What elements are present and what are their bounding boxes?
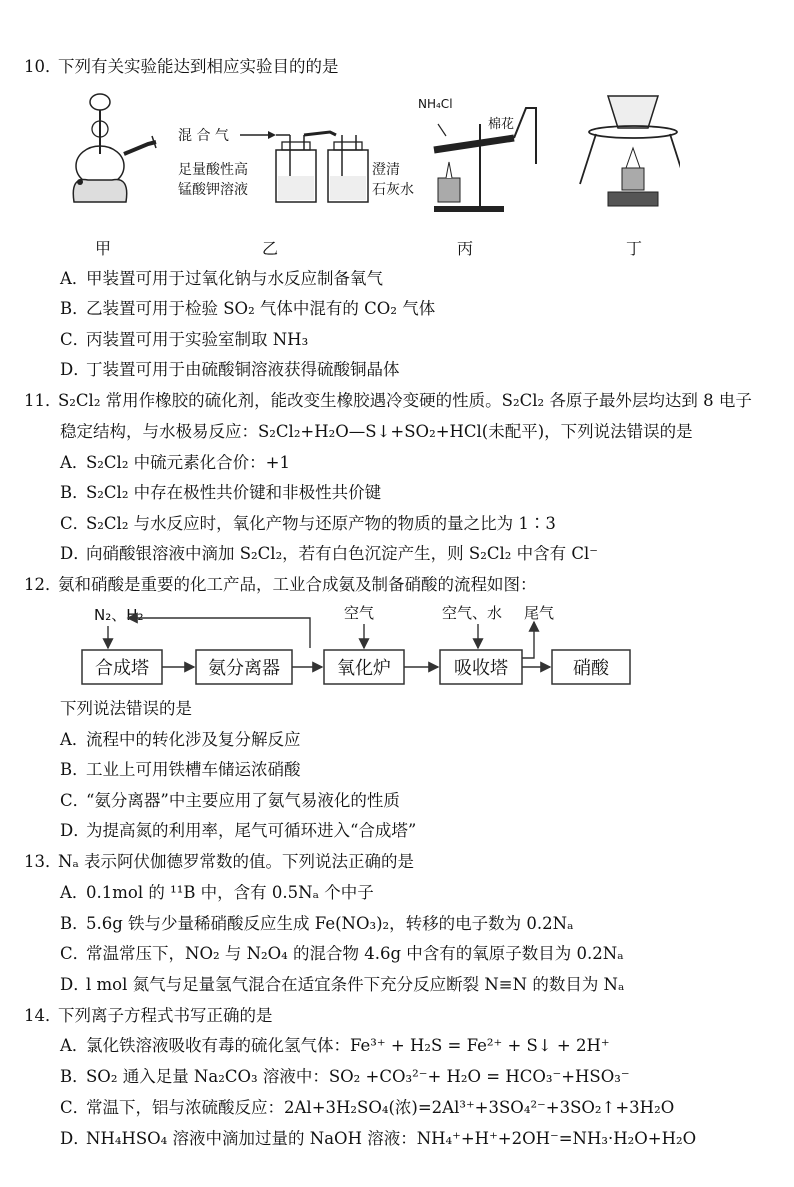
question-14 <box>24 1001 273 1031</box>
svg-text:吸收塔: 吸收塔 <box>454 658 508 679</box>
flow-box-oxidation-furnace <box>324 650 404 684</box>
wash-bottles-figure <box>178 128 414 202</box>
ammonia-apparatus-figure <box>418 97 536 212</box>
q12-option-c[interactable]: C．“氨分离器”中主要应用了氨气易液化的性质 <box>60 791 400 810</box>
q12-option-a[interactable]: A．流程中的转化涉及复分解反应 <box>60 730 301 749</box>
q14-option-b[interactable]: B．SO₂ 通入足量 Na₂CO₃ 溶液中：SO₂ +CO₃²⁻+ H₂O = HCO₃⁻+HSO₃⁻ <box>60 1067 630 1086</box>
label-bing: 丙 <box>457 239 474 258</box>
question-stem: 下列离子方程式书写正确的是 <box>58 1006 273 1025</box>
label-n2-h2: N₂、H₂ <box>94 606 144 624</box>
question-stem-line1: S₂Cl₂ 常用作橡胶的硫化剂，能改变生橡胶遇冷变硬的性质。S₂Cl₂ 各原子最外层均达到 8 电子 <box>58 391 752 410</box>
q14-option-a[interactable]: A．氯化铁溶液吸收有毒的硫化氢气体：Fe³⁺ + H₂S = Fe²⁺ + S↓ + 2H⁺ <box>60 1036 610 1055</box>
label-limewater-line1: 澄清 <box>372 162 400 178</box>
q10-apparatus-figure <box>60 84 680 234</box>
flow-box-ammonia-separator <box>196 650 292 684</box>
q11-option-d[interactable]: D．向硝酸银溶液中滴加 S₂Cl₂，若有白色沉淀产生，则 S₂Cl₂ 中含有 Cl⁻ <box>60 544 598 563</box>
q12-option-d[interactable]: D．为提高氮的利用率，尾气可循环进入“合成塔” <box>60 821 417 840</box>
q13-option-a[interactable]: A．0.1mol 的 ¹¹B 中，含有 0.5Nₐ 个中子 <box>60 883 374 902</box>
question-stem: 下列有关实验能达到相应实验目的的是 <box>58 57 339 76</box>
q14-option-c[interactable]: C．常温下，铝与浓硫酸反应：2Al+3H₂SO₄(浓)=2Al³⁺+3SO₄²⁻+3SO₂↑+3H₂O <box>60 1098 675 1117</box>
q11-option-b[interactable]: B．S₂Cl₂ 中存在极性共价键和非极性共价键 <box>60 483 382 502</box>
question-stem-line2: 稳定结构，与水极易反应：S₂Cl₂+H₂O—S↓+SO₂+HCl(未配平)，下列说法错误的是 <box>60 422 693 441</box>
q10-option-b[interactable]: B．乙装置可用于检验 SO₂ 气体中混有的 CO₂ 气体 <box>60 299 436 318</box>
label-tail-gas: 尾气 <box>524 604 555 622</box>
question-13 <box>24 847 414 877</box>
question-stem: 氨和硝酸是重要的化工产品，工业合成氨及制备硝酸的流程如图： <box>58 575 537 594</box>
label-nh4cl: NH₄Cl <box>418 97 453 111</box>
svg-text:氨分离器: 氨分离器 <box>208 658 280 679</box>
q13-option-c[interactable]: C．常温常压下，NO₂ 与 N₂O₄ 的混合物 4.6g 中含有的氧原子数目为 0.2Nₐ <box>60 944 624 963</box>
q10-option-d[interactable]: D．丁装置可用于由硫酸铜溶液获得硫酸铜晶体 <box>60 360 400 379</box>
flow-box-absorption-tower <box>440 650 522 684</box>
q10-option-a[interactable]: A．甲装置可用于过氧化钠与水反应制备氧气 <box>60 269 383 288</box>
q13-option-d[interactable]: D．l mol 氮气与足量氢气混合在适宜条件下充分反应断裂 N≡N 的数目为 Nₐ <box>60 975 625 994</box>
question-number: 12． <box>24 575 62 594</box>
q12-option-b[interactable]: B．工业上可用铁槽车储运浓硝酸 <box>60 760 301 779</box>
svg-text:硝酸: 硝酸 <box>573 658 609 679</box>
label-limewater-line2: 石灰水 <box>372 182 414 198</box>
evaporation-apparatus-figure <box>580 96 680 206</box>
label-mixed-gas: 混 合 气 <box>178 128 229 144</box>
q11-option-a[interactable]: A．S₂Cl₂ 中硫元素化合价：+1 <box>60 453 291 472</box>
question-number: 13． <box>24 852 62 871</box>
question-12 <box>24 570 537 600</box>
label-yi: 乙 <box>262 239 279 258</box>
flow-box-synthesis-tower <box>82 650 162 684</box>
label-kmno4-line1: 足量酸性高 <box>178 162 248 178</box>
question-number: 10． <box>24 57 62 76</box>
q11-option-c[interactable]: C．S₂Cl₂ 与水反应时，氧化产物与还原产物的物质的量之比为 1∶3 <box>60 514 556 533</box>
question-10 <box>24 52 339 82</box>
label-jia: 甲 <box>95 239 112 258</box>
label-ding: 丁 <box>626 239 643 258</box>
label-cotton: 棉花 <box>488 117 515 132</box>
svg-text:氧化炉: 氧化炉 <box>337 658 391 679</box>
question-11 <box>24 386 752 416</box>
question-number: 14． <box>24 1006 62 1025</box>
label-kmno4-line2: 锰酸钾溶液 <box>178 182 248 198</box>
kipp-generator-figure <box>73 94 156 202</box>
label-air: 空气 <box>344 604 375 622</box>
question-sub-stem: 下列说法错误的是 <box>60 699 192 718</box>
question-number: 11． <box>24 391 62 410</box>
q13-option-b[interactable]: B．5.6g 铁与少量稀硝酸反应生成 Fe(NO₃)₂，转移的电子数为 0.2Nₐ <box>60 914 574 933</box>
svg-text:合成塔: 合成塔 <box>95 658 149 679</box>
q14-option-d[interactable]: D．NH₄HSO₄ 溶液中滴加过量的 NaOH 溶液：NH₄⁺+H⁺+2OH⁻=NH₃·H₂O+H₂O <box>60 1129 697 1148</box>
q10-option-c[interactable]: C．丙装置可用于实验室制取 NH₃ <box>60 330 309 349</box>
q12-flow-diagram <box>60 600 680 692</box>
label-air-water: 空气、水 <box>442 604 503 622</box>
question-stem: Nₐ 表示阿伏伽德罗常数的值。下列说法正确的是 <box>58 852 415 871</box>
flow-box-nitric-acid <box>552 650 630 684</box>
